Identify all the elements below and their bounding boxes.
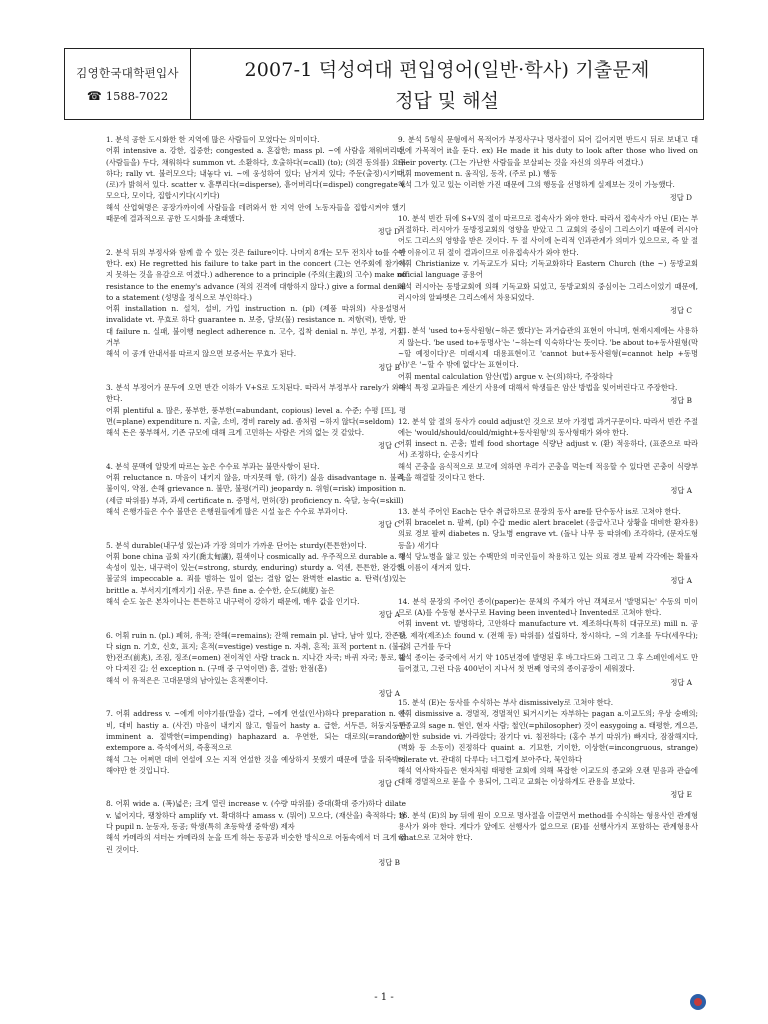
entry-paragraph: 어휘 installation n. 설치, 설비, 가입 instruction n. (pl) (제품 따위의) 사용설명서 invalidate vt. 무효로 하다 guarantee n. 보증, 담보(물) resistance n. 저항(력), 반항, 반대 failure n. 실패, 불이행 neglect adherence n. 고수, 집착 denial n. 부인, 부정, 거절, 거부	[106, 304, 406, 348]
entry-paragraph: 해석 산업혁명은 공장가까이에 사람들을 데려와서 한 지역 안에 노동자들을 집합시켜야 했기 때문에 결과적으로 공한 도시화를 초래했다.	[106, 202, 406, 224]
left-answer-column	[106, 134, 406, 877]
answer-key: 정답 C	[378, 441, 400, 451]
right-answer-column	[398, 134, 698, 853]
publisher-logo-icon	[690, 994, 706, 1010]
page-header	[64, 48, 704, 120]
entry-paragraph: 9. 분석 5형식 문형에서 목적어가 부정사구나 명사절이 되어 길어지면 반드시 뒤로 보내고 대신에 가목적어 it을 둔다. ex) He made it his duty to look after those who lived on their poverty. (그는 가난한 사람들을 보살피는 것을 자신의 의무라 여겼다.)	[398, 135, 698, 167]
answer-entry	[106, 134, 406, 238]
entry-paragraph: 8. 어휘 wide a. (폭)넓은; 크게 열린 increase v. (수량 따위를) 증대(확대 증가)하다 dilate v. 넓어지다, 팽창하다 amplify vt. 확대하다 amass v. (뭐어) 모으다, (재산을) 축적하다; 쌓다 pupil n. 눈동자, 동공; 학생(특히 초등학생 중학생) 제자	[106, 799, 406, 832]
answer-entry	[106, 798, 406, 868]
entry-paragraph: 해석 이 공개 안내서를 따르지 않으면 보증서는 무효가 된다.	[106, 349, 297, 359]
entry-paragraph: 해석 종이는 중국에서 서기 약 105년경에 발명된 후 바그다드와 그리고 그 후 스페인에서도 만들어졌고, 그런 다음 400년이 지나서 첫 번째 영국의 종이공장이 세워졌다.	[398, 653, 698, 674]
answer-entry	[398, 697, 698, 801]
answer-entry	[398, 325, 698, 406]
answer-key: 정답 C	[670, 306, 692, 316]
publisher-logo	[690, 994, 706, 1010]
entry-paragraph: 3. 분석 부정어가 문두에 오면 반간 이하가 V+S로 도치된다. 따라서 부정부사 rarely가 와야 한다.	[106, 382, 406, 404]
entry-paragraph: 해석 은행가들은 수수 불만은 은행원들에게 많은 시설 높은 수수료 부과이다.	[106, 506, 348, 516]
answer-entry	[398, 506, 698, 587]
entry-paragraph: 5. 분석 durable(내구성 있는)과 가장 의미가 가까운 단어는 sturdy(튼튼한)이다.	[106, 540, 367, 550]
answer-key: 정답 C	[378, 520, 400, 530]
entry-paragraph: 해석 그가 있고 있는 이러한 가진 때문에 그의 행동을 선명하게 실제보는 것이 가능했다.	[398, 180, 675, 190]
entry-paragraph: 어휘 dismissive a. 경멸적, 경멸적인 퇴거시키는 자부하는 pagan a.이교도의; 우상 숭배의; 무종교의 sage n. 현인, 현자 사람; 철인(=philosopher) 것이 easygoing a. 태평한, 게으른, 안이한 subside vi. 가라앉다; 잠기다 vi. 침전하다; (홍수 부기 따위가) 빠지다, 잠잠해지다, (벽화 등 소동이) 진정하다 quaint a. 기묘한, 기이한, 이상한(=incongruous, strange) tolerate vt. 관대히 다루다; 너그럽게 보아주다, 묵인하다	[398, 709, 698, 764]
answer-key: 정답 A	[670, 576, 692, 586]
entry-paragraph: 어휘 intensive a. 강한, 집중한; congested a. 혼잡한; mass pl. ~에 사람을 채워버리다, (사람들을) 두다, 채워하다 summon vt. 소환하다, 호출하다(=call) (to); (의견 동의를) 요구하다; rally vt. 불러모으다; 내놓다 vi. ~에 웅성하여 있다; 남겨져 있다; 주둔(출정)시키다, (로)가 밝혀서 있다. scatter v. 흩뿌리다(=disperse), 흩어버리다(=dispel) congregate v. 모으다, 모이다, 집합시키다(시키다)	[106, 146, 406, 201]
entry-paragraph: 7. 어휘 address v. ~에게 이야기를(말을) 걸다, ~에게 연설(인사)하다 preparation n. 준비, 대비 hastiy a. (사건) 마음이 내키지 않고, 힘들어 hasty a. 급한, 서두른, 허둥지둥한 imminent a. 절박한(=impending) haphazard a. 우연한, 되는 대로의(=random) extempore a. 즉석에서의, 즉흥적으로	[106, 709, 406, 753]
entry-paragraph: 어휘 insect n. 곤충; 벌레 food shortage 식량난 adjust v. (환) 적응하다, (표준으로 따라서) 조정하다, 순응시키다	[398, 439, 698, 460]
entry-paragraph: 1. 분석 공한 도시화한 한 지역에 많은 사람들이 모였다는 의미이다.	[106, 135, 320, 144]
answer-entry	[106, 708, 406, 789]
answer-key: 정답 A	[670, 486, 692, 496]
entry-paragraph: 어휘 Christianize v. 기독교도가 되다; 기독교화하다 Eastern Church (the ~) 동방교회 official language 공용어	[398, 258, 698, 280]
answer-entry	[106, 540, 406, 621]
entry-paragraph: 해석 역사학자들은 현자처럼 태평한 교회에 의해 복잡한 이교도의 종교와 오랜 믿음과 관습에 대해 경멸적으로 묻을 수 용되어, 그리고 교회는 이상하게도 관용을 보았다.	[398, 765, 698, 787]
answer-entry	[106, 247, 406, 373]
answer-key: 정답 A	[670, 677, 692, 687]
entry-paragraph: 어휘 plentiful a. 많은, 풍부한, 풍부한(=abundant, copious) level a. 수준; 수평 [뜨], 평면(=plane) expenditure n. 지출, 소비, 경비 rarely ad. 좀처럼 ~하지 않다(=seldom)	[106, 405, 406, 426]
answer-key: 정답 A	[378, 689, 400, 699]
answer-entry	[398, 213, 698, 317]
phone-number: 1588-7022	[105, 89, 169, 103]
entry-paragraph: 해석 카메라의 셔터는 카메라의 눈을 뜨게 하는 동공과 비슷한 방식으로 어둠속에서 더 크게 열린 것이다.	[106, 833, 406, 854]
answer-entry	[106, 461, 406, 531]
entry-paragraph: 어휘 bone china 골회 자기(喬太甸讓), 흰색이나 cosmically ad. 우주적으로 durable a. 영속성이 있는, 내구력이 있는(=strong, sturdy, enduring) sturdy a. 억센, 튼튼한, 완강한, 불굴의 impeccable a. 죄를 범하는 일이 없는; 결함 없는 완벽한 elastic a. 탄력(성)있는 brittle a. 부서지기[깨지기] 쉬운, 무른 fine a. 순수한, 순도(純度) 높은	[106, 551, 406, 595]
answer-entry	[398, 134, 698, 204]
answer-key: 정답 B	[670, 396, 692, 406]
entry-paragraph: 어휘 reluctance n. 마음이 내키지 않음, 마지못해 함, (하기) 싫음 disadvantage n. 불리, 불이익, 약점, 손해 grievance n. 불만, 불평(거리) jeopardy n. 위험(=risk) imposition n. (세금 따위를) 부과, 과세 certificate n. 증명서, 면허(장) proficiency n. 숙달, 능숙(=skill)	[106, 473, 406, 505]
entry-paragraph: 4. 분석 문맥에 알맞게 따르는 높은 수수료 부과는 불만사항이 된다.	[106, 461, 320, 471]
answer-entry	[398, 416, 698, 497]
entry-paragraph: 6. 어휘 ruin n. (pl.) 폐허, 유적; 잔해(=remains); 잔해 remain pl. 남다, 남아 있다, 잔존하다 sign n. 기호, 신호, 표지; 흔적(=vestige) vestige n. 자취, 흔적; 표적 portent n. (불길한)전조(前兆), 조짐, 징조(=omen) 전이적인 사람 track n. 지나간 자국; 바퀴 자국; 통로, 밟아 다져진 길; 선 exception n. (구매 중 구역이면) 흠, 결함; 한점(흠)	[106, 630, 406, 674]
entry-paragraph: 15. 분석 (E)는 동사를 수식하는 부사 dismissively로 고쳐야 한다.	[398, 698, 614, 708]
answer-key: 정답 D	[377, 227, 400, 237]
entry-paragraph: 2. 분석 뒤의 부정사와 함께 쓸 수 있는 것은 failure이다. 나머지 8개는 모두 전치사 to를 수반한다. ex) He regretted his failure to take part in the concert (그는 연주회에 참가하지 못하는 것을 유감으로 여겼다.) adherence to a principle (주의(主義)의 고수) make no resistance to the enemy's advance (적의 진격에 대항하지 않다.) give a formal denial to a statement (성명을 정식으로 부인하다.)	[106, 247, 406, 302]
exam-title: 2007-1 덕성여대 편입영어(일반·학사) 기출문제	[244, 59, 650, 81]
answer-entry	[398, 810, 698, 844]
answer-key: 정답 D	[669, 193, 692, 203]
header-title-block	[191, 49, 703, 119]
entry-paragraph: 해석 돈은 풍부해서, 기존 규모에 대해 크게 고민하는 사람은 거의 없는 것 같았다.	[106, 428, 365, 438]
entry-paragraph: 해석 곤충을 음식적으로 보고에 의하면 우리가 곤충을 먹는데 적응할 수 있다면 곤충이 식량부족을 해결할 것이다고 한다.	[398, 461, 698, 483]
entry-paragraph: 13. 분석 주어인 Each는 단수 취급하므로 문장의 동사 are를 단수동사 is로 고쳐야 한다.	[398, 506, 681, 516]
answer-key: 정답 E	[670, 790, 692, 800]
answer-entry	[398, 596, 698, 688]
phone-number-line	[87, 89, 168, 103]
page-number: - 1 -	[374, 992, 394, 1003]
entry-paragraph: 12. 분석 앞 절의 동사가 could adjust인 것으로 보아 가정법 과거구문이다. 따라서 빈칸 주절에는 'would/should/could/might+동사원형'의 동사형태가 와야 한다.	[398, 416, 698, 437]
answer-key: 정답 A	[378, 610, 400, 620]
entry-paragraph: 16. 분석 (E)의 by 뒤에 원이 오므로 명사절을 이끌면서 method를 수식하는 형용사인 관계형용사가 와야 한다. 게다가 앞에도 선행사가 없으므로 (E)를 선행사가지 포함하는 관계형용사 what으로 고쳐야 한다.	[398, 810, 698, 843]
answer-key: 정답 C	[378, 779, 400, 789]
answer-key: 정답 B	[378, 362, 400, 372]
entry-paragraph: 어휘 mental calculation 암산(법) argue v. 논(의)하다, 주장하다	[398, 371, 613, 381]
publisher-name: 김영한국대학편입사	[76, 66, 179, 80]
entry-paragraph: 해석 그는 어쩌면 대비 연설에 오는 지적 연설한 것을 예상하지 못했기 때문에 말을 뒤죽박이 해야만 한 것입니다.	[106, 754, 406, 775]
entry-paragraph: 해석 순도 높은 본차이나는 튼튼하고 내구력이 강하기 때문에, 매우 값을 인기다.	[106, 596, 360, 606]
entry-paragraph: 10. 분석 빈칸 뒤에 S+V의 절이 따르므로 접속사가 와야 한다. 따라서 접속사가 아닌 (E)는 부적절하다. 러시아가 동방정교회의 영향을 받았고 그 교회의 중심이 그리스이기 때문에 러시아어도 그리스의 영향을 받은 것이다. 두 절 사이에 논리적 인과관계가 의미가 있으므로, 즉 앞 절이 이유이고 뒤 절이 결과이므로 이유접속사가 와야 한다.	[398, 213, 698, 257]
entry-paragraph: 어휘 invent vt. 발명하다, 고안하다 manufacture vt. 제조하다(특히 대규모로) mill n. 공장, 제작(제조)소 found v. (전해 등) 따위를) 설립하다, 창시하다, ~의 기초를 두다(세우다); ~의 근거를 두다	[398, 619, 698, 651]
entry-paragraph: 어휘 bracelet n. 팔찌, (pl) 수갑 medic alert bracelet (응급사고나 상황을 대비한 환자용) 의료 경보 팔찌 diabetes n. 당뇨병 engrave vt. (돌나 나무 등 따위에) 조각하다, (문자도형 등을) 새기다	[398, 517, 698, 550]
entry-paragraph: 어휘 movement n. 움직임, 동작, (주로 pl.) 행동	[398, 168, 558, 178]
answer-key: 정답 B	[378, 857, 400, 867]
exam-subtitle: 정답 및 해설	[395, 90, 499, 112]
entry-paragraph: 해석 당뇨병을 앓고 있는 수백만의 미국인들이 착용하고 있는 의료 경보 팔찌 각각에는 확률자의 이름이 새겨져 있다.	[398, 551, 698, 573]
entry-paragraph: 해석 특정 교과들은 계산기 사용에 대해서 학생들은 암산 방법을 잊어버린다고 주장한다.	[398, 382, 678, 392]
entry-paragraph: 11. 분석 'used to+동사원형(~하곤 했다)'는 과거습관의 표현이 아니며, 현재시제에는 사용하지 않는다. 'be used to+동명사'는 '~하는데 익숙하다'는 뜻이다. 'be about to+동사원형(막 ~할 예정이다)'은 미래시제 대용표현이고 'cannot but+동사원형(=cannot help +동명사)'은 '~할 수 밖에 없다'는 표현이다.	[398, 326, 699, 370]
telephone-icon: ☎	[86, 89, 102, 103]
entry-paragraph: 해석 러시아는 동방교회에 의해 기독교화 되었고, 동방교회의 중심이는 그리스이었기 때문에, 러시아의 알파벳은 그리스에서 차용되었다.	[398, 281, 698, 302]
answer-entry	[106, 630, 406, 700]
header-publisher-block	[65, 49, 191, 119]
entry-paragraph: 해석 이 유적은은 고대문명의 남아있는 흔적뿐이다.	[106, 675, 268, 685]
answer-entry	[106, 382, 406, 452]
entry-paragraph: 14. 분석 문장의 주어인 종이(paper)는 문체의 주체가 아닌 객체로서 '발명되는' 수동의 미이므로 (A)를 수동형 분사구로 Having been invented나 Invented로 고쳐야 한다.	[398, 596, 698, 617]
